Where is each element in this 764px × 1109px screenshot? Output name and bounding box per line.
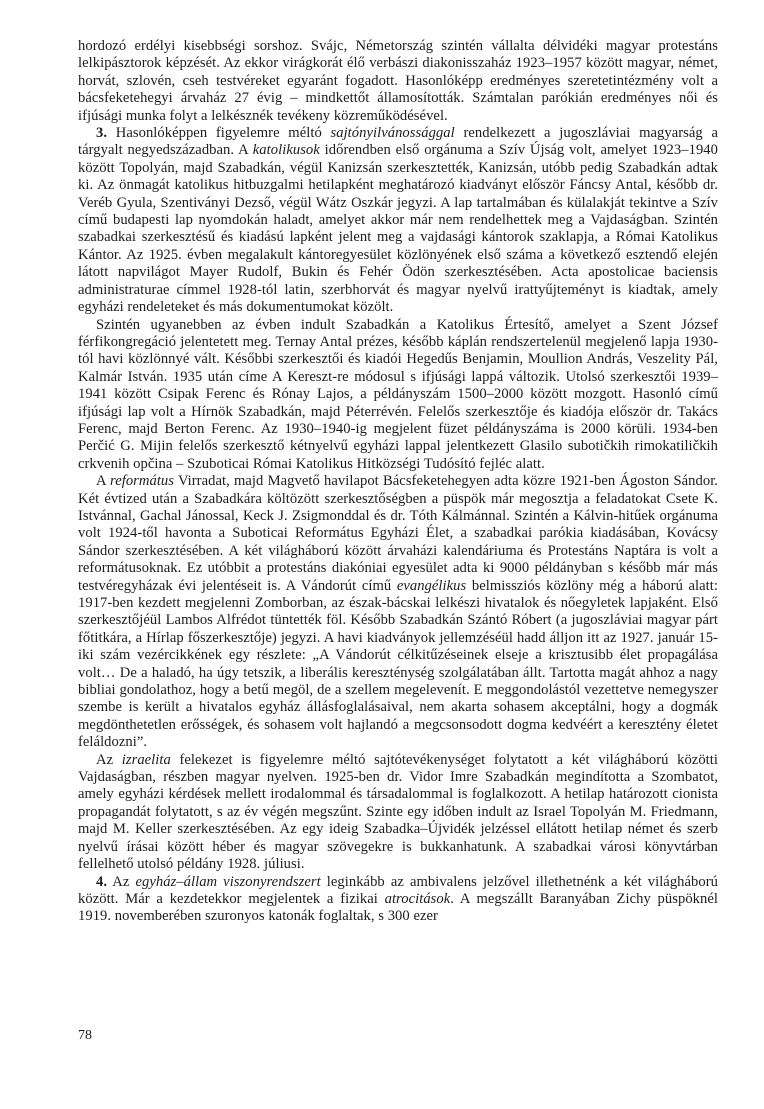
emphasis: református: [110, 473, 175, 490]
section-number: 4.: [96, 873, 108, 890]
emphasis: sajtónyilvánossággal: [330, 125, 455, 142]
emphasis: evangélikus: [396, 577, 467, 594]
emphasis: atrocitások: [384, 890, 451, 907]
paragraph: A református Virradat, majd Magvető havilapot Bácsfeketehegyen adta közre 1921-ben Ágoston Sándor. Két évtized után a Szabadkára költözött szerkesztőségben a püspök már megosztja a feladatokat Csete K. Istvánnal, Gachal Jánossal, Keck J. Zsigmonddal és dr. Tóth Kálmánnal. Szintén a Kálvin-hitűek orgánuma volt 1924-től havonta a Suboticai Református Egyházi Élet, a szabadkai parókia kiadásában, Kovácsy Sándor szerkesztésében. A két világháború között árvaházi kalendáriuma és Protestáns Naptára is volt a reformátusoknak. Ez utóbbit a protestáns diakóniai egyesület adta ki 9000 példányban s később már más testvéregyházak évi jelentéseit is. A Vándorút című evangélikus belmissziós közlöny még a háború alatt: 1917-ben kezdett megjelenni Zomborban, az észak-bácskai lelkészi hivatalok és nőegyletek lapjaként. Első szerkesztőjéül Lambos Alfrédot tüntették föl. Később Szabadkán Szántó Róbert (a jugoszláviai magyar párt főtitkára, a Hírlap főszerkesztője) jegyzi. A havi kiadványok jellemzéséül hadd álljon itt az 1927. január 15-iki szám vezércikkének egy részlete: „A Vándorút célkitűzéseinek elseje a krisztusibb élet propagálása volt… De a haladó, ha úgy tetszik, a liberális kereszténység szolgálatában állt. Tartotta magát ahhoz a nagy bibliai gondolathoz, hogy a betű megöl, de a szellem megelevenít. E meggondolástól vezettetve nemegyszer szembe is került a hivatalos egyház állásfoglalásaival, nem akarta sohasem akceptálni, hogy a dogmák megdönthetetlen erősségek, és sohasem volt hajlandó a megcsonsodott dogma kedvéért a keresztény életet feláldozni”.: [78, 473, 718, 751]
section-number: 3.: [96, 125, 108, 142]
body-text: [78, 38, 718, 926]
emphasis: egyház–állam viszonyrendszert: [135, 873, 321, 890]
paragraph: hordozó erdélyi kisebbségi sorshoz. Svájc, Németország szintén vállalta délvidéki magyar protestáns lelkipásztorok képzését. Az ekkor virágkorát élő verbászi diakonisszaház 1923–1957 között magyar, német, horvát, szlovén, cseh testvéreket egyaránt fogadott. Hasonlóképp eredményes szeretetintézmény volt a bácsfeketehegyi árvaház 27 évig – mindkettőt államosították. Számtalan parókián eredményes női és ifjúsági munka folyt a lelkésznék tevékeny közreműködésével.: [78, 38, 718, 124]
page-number: 78: [78, 1028, 92, 1043]
emphasis: katolikusok: [252, 142, 320, 159]
paragraph-section-3: 3. Hasonlóképpen figyelemre méltó sajtónyilvánossággal rendelkezett a jugoszláviai magyarság a tárgyalt negyedszázadban. A katolikusok időrendben első orgánuma a Szív Újság volt, amelyet 1923–1940 között Topolyán, majd Szabadkán, végül Kanizsán szerkesztették, Kanizsán, utóbb pedig Szabadkán adtak ki. Az önmagát katolikus hitbuzgalmi hetilapként meghatározó kiadványt először Fáncsy Antal, később dr. Veréb Gyula, Szentiványi Dezső, végül Wátz Oszkár jegyzi. A lap tartalmában és külalakját tekintve a Szív című budapesti lap nyomdokán haladt, amelyet akkor már nem rendelhettek meg a Vajdaságban. Szintén szabadkai szerkesztésű és kiadású lapként jelent meg a vajdasági kántorok szaklapja, a Római Katolikus Kántor. Az 1925. évben megalakult kántoregyesület közlönyének első száma a következő esztendő elején látott napvilágot Mayer Rudolf, Bukin és Fehér Ödön szerkesztésében. Acta apostolicae baciensis administraturae címmel 1928-tól latin, szerbhorvát és magyar nyelvű irattyűjteményt is kiadtak, amely egyházi rendeleteket és más dokumentumokat közölt.: [78, 125, 718, 316]
emphasis: izraelita: [121, 751, 171, 768]
paragraph-section-4: 4. Az egyház–állam viszonyrendszert leginkább az ambivalens jelzővel illethetnénk a két világháború között. Már a kezdetekkor megjelentek a fizikai atrocitások. A megszállt Baranyában Zichy püspöknél 1919. novemberében szuronyos katonák foglaltak, s 300 ezer: [78, 873, 719, 925]
paragraph: Szintén ugyanebben az évben indult Szabadkán a Katolikus Értesítő, amelyet a Szent József férfikongregáció jelentetett meg. Ternay Antal prézes, később káplán rendszertelenül megjelenő lapja 1930-tól havi közlönnyé vált. Későbbi szerkesztői és kiadói Hegedűs Benjamin, Moullion András, Veszelity Pál, Kalmár István. 1935 után címe A Kereszt-re módosul s ifjúsági lappá változik. Utolsó szerkesztői 1939–1941 között Csipak Ferenc és Rónay Lajos, a példányszám 1500–2000 között mozgott. Hasonló című ifjúsági lap volt a Hírnök Szabadkán, majd Péterrévén. Felelős szerkesztője és kiadója először dr. Takács Ferenc, majd Berton Ferenc. Az 1930–1940-ig megjelent füzet példányszáma is 2000 körüli. 1934-ben Perčić G. Mijin felelős szerkesztő kétnyelvű egyházi lappal jelentkezett Glasilo subotičkih rimokatiličkih crkvenih opčina – Szuboticai Római Katolikus Hitközségi Tudósító fejléc alatt.: [78, 316, 718, 472]
paragraph: Az izraelita felekezet is figyelemre méltó sajtótevékenységet folytatott a két világháború közötti Vajdaságban, részben magyar nyelven. 1925-ben dr. Vidor Imre Szabadkán megindította a Szombatot, amely egyházi kérdések mellett irodalommal és társadalommal is foglalkozott. A hetilap határozott cionista propagandát folytatott, s az év végén megszűnt. Szinte egy időben indult az Israel Topolyán M. Friedmann, majd M. Keller szerkesztésében. Az egy ideig Szabadka–Újvidék jelzéssel ellátott hetilap német és szerb nyelvű írásai között héber és magyar szövegekre is bukkanhatunk. A szabadkai városi könyvtárban fellelhető utolsó példány 1928. júliusi.: [78, 751, 718, 873]
